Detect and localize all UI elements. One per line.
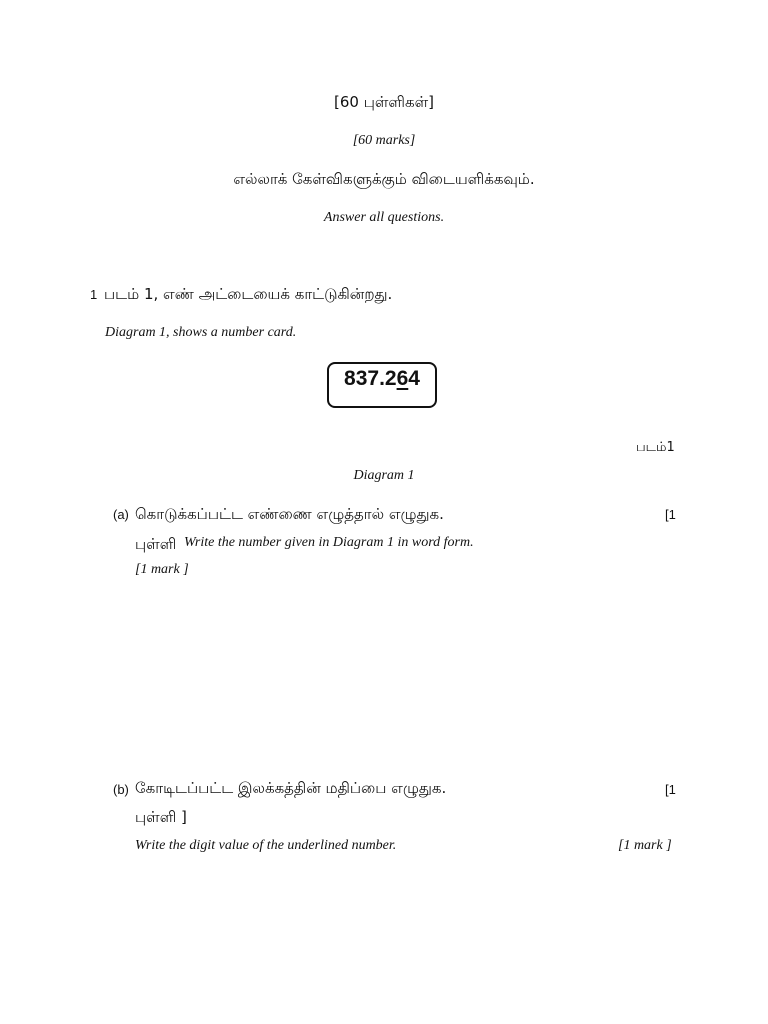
diagram-caption-english: Diagram 1 [353,468,415,483]
question-stem-tamil: படம் 1, எண் அட்டையைக் காட்டுகின்றது. [104,285,393,303]
part-b-text-tamil: கோடிடப்பட்ட இலக்கத்தின் மதிப்பை எழுதுக. [135,779,447,797]
part-b-marks-english: [1 mark ] [618,838,672,853]
card-digits-after: 4 [408,367,420,390]
question-number: 1 [90,287,98,302]
part-b-label: (b) [113,782,129,797]
marks-tamil: [60 புள்ளிகள்] [334,93,434,111]
part-a-text-tamil: கொடுக்கப்பட்ட எண்ணை எழுத்தால் எழுதுக. [135,505,444,523]
part-a-marks-english: [1 mark ] [135,562,189,577]
part-b-marks-bracket: [1 [665,782,676,797]
number-card [327,362,437,408]
marks-english: [60 marks] [352,133,416,148]
instruction-tamil: எல்லாக் கேள்விகளுக்கும் விடையளிக்கவும். [233,170,535,188]
instruction-english: Answer all questions. [323,210,445,225]
part-a-marks-bracket: [1 [665,507,676,522]
part-a-text-english: Write the number given in Diagram 1 in word form. [184,535,474,550]
card-underlined-digit: 6 [396,367,409,390]
diagram-caption-tamil: படம்1 [636,440,675,455]
question-stem-english: Diagram 1, shows a number card. [105,325,297,340]
part-b-text-english: Write the digit value of the underlined number. [135,838,397,853]
part-b-marks-tamil: புள்ளி ] [135,808,187,826]
part-a-marks-tamil: புள்ளி [135,535,177,553]
part-a-label: (a) [113,507,129,522]
card-digits-before: 837.2 [344,367,397,390]
